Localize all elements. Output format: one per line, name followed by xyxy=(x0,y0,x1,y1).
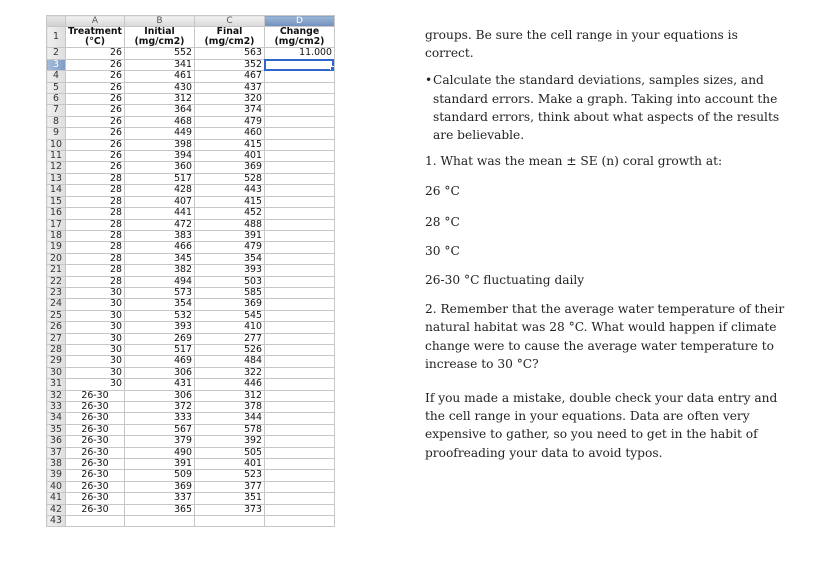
header-initial-line2: (mg/cm2) xyxy=(134,36,185,48)
treatment-cell[interactable]: 30 xyxy=(66,379,125,390)
initial-cell[interactable]: 517 xyxy=(124,173,194,184)
table-row xyxy=(47,139,335,150)
initial-cell[interactable]: 369 xyxy=(124,481,194,492)
row-number[interactable]: 4 xyxy=(47,71,66,82)
change-cell[interactable] xyxy=(264,139,334,150)
bullet-text: Calculate the standard deviations, samples sizes, and standard errors. Make a graph. Taking into account the standard errors, think about what aspects of the results are believable. xyxy=(433,73,780,143)
final-cell[interactable]: 377 xyxy=(194,481,264,492)
question-2: 2. Remember that the average water temperature of their natural habitat was 28 °C. What would happen if climate change were to cause the average water temperature to increase to 30 °C? xyxy=(425,302,785,371)
table-row xyxy=(47,71,335,82)
treatment-cell[interactable]: 26 xyxy=(66,128,125,139)
row-number[interactable]: 1 xyxy=(47,27,66,48)
change-cell[interactable] xyxy=(264,333,334,344)
treatment-cell[interactable]: 26 xyxy=(66,116,125,127)
initial-cell[interactable]: 345 xyxy=(124,253,194,264)
initial-cell[interactable]: 354 xyxy=(124,299,194,310)
initial-cell[interactable]: 341 xyxy=(124,59,194,70)
row-number[interactable]: 15 xyxy=(47,196,66,207)
change-cell[interactable] xyxy=(264,116,334,127)
table-row xyxy=(47,516,335,527)
final-cell[interactable]: 437 xyxy=(194,82,264,93)
final-cell[interactable]: 578 xyxy=(194,424,264,435)
change-cell[interactable] xyxy=(264,493,334,504)
change-cell[interactable] xyxy=(264,287,334,298)
final-cell[interactable]: 378 xyxy=(194,402,264,413)
row-number[interactable]: 35 xyxy=(47,424,66,435)
treatment-cell[interactable]: 26-30 xyxy=(66,390,125,401)
table-row xyxy=(47,219,335,230)
header-treatment-line2: (°C) xyxy=(85,36,105,48)
row-number[interactable]: 24 xyxy=(47,299,66,310)
treatment-cell[interactable]: 26-30 xyxy=(66,470,125,481)
final-cell[interactable]: 393 xyxy=(194,265,264,276)
row-number[interactable]: 5 xyxy=(47,82,66,93)
column-header-a[interactable]: A xyxy=(66,16,125,27)
change-cell[interactable] xyxy=(264,185,334,196)
initial-cell[interactable]: 398 xyxy=(124,139,194,150)
initial-cell[interactable]: 379 xyxy=(124,436,194,447)
treatment-cell[interactable]: 26-30 xyxy=(66,504,125,515)
final-cell[interactable]: 488 xyxy=(194,219,264,230)
empty-cell[interactable] xyxy=(264,516,334,527)
initial-cell[interactable]: 337 xyxy=(124,493,194,504)
final-cell[interactable]: 369 xyxy=(194,162,264,173)
treatment-cell[interactable]: 26 xyxy=(66,48,125,59)
table-row xyxy=(47,390,335,401)
initial-cell[interactable]: 394 xyxy=(124,151,194,162)
table-row xyxy=(47,287,335,298)
table-row xyxy=(47,322,335,333)
final-cell[interactable]: 415 xyxy=(194,196,264,207)
row-number[interactable]: 19 xyxy=(47,242,66,253)
change-cell[interactable] xyxy=(264,367,334,378)
row-number[interactable]: 8 xyxy=(47,116,66,127)
final-cell[interactable]: 563 xyxy=(194,48,264,59)
treatment-cell[interactable]: 30 xyxy=(66,333,125,344)
row-number[interactable]: 30 xyxy=(47,367,66,378)
initial-cell[interactable]: 360 xyxy=(124,162,194,173)
initial-cell[interactable]: 441 xyxy=(124,208,194,219)
header-change-line2: (mg/cm2) xyxy=(274,36,325,48)
treatment-cell[interactable]: 26 xyxy=(66,162,125,173)
row-number[interactable]: 22 xyxy=(47,276,66,287)
row-number[interactable]: 12 xyxy=(47,162,66,173)
column-header-d[interactable]: D xyxy=(264,16,334,27)
change-cell[interactable]: 11.000 xyxy=(264,48,334,59)
empty-cell[interactable] xyxy=(66,516,125,527)
initial-cell[interactable]: 461 xyxy=(124,71,194,82)
table-row xyxy=(47,128,335,139)
final-cell[interactable]: 528 xyxy=(194,173,264,184)
table-row xyxy=(47,173,335,184)
header-change-line1: Change xyxy=(279,26,320,37)
treatment-cell[interactable]: 26-30 xyxy=(66,459,125,470)
table-row xyxy=(47,94,335,105)
final-cell[interactable]: 351 xyxy=(194,493,264,504)
header-final-line1: Final xyxy=(216,26,243,37)
answer-label-28: 28 °C xyxy=(425,214,460,229)
table-row xyxy=(47,116,335,127)
row-number[interactable]: 41 xyxy=(47,493,66,504)
initial-cell[interactable]: 532 xyxy=(124,310,194,321)
change-cell[interactable] xyxy=(264,310,334,321)
spreadsheet-body xyxy=(47,27,335,527)
change-cell[interactable] xyxy=(264,356,334,367)
initial-cell[interactable]: 509 xyxy=(124,470,194,481)
change-cell[interactable] xyxy=(264,390,334,401)
header-row xyxy=(47,27,335,48)
table-row xyxy=(47,459,335,470)
table-row xyxy=(47,105,335,116)
treatment-cell[interactable]: 26 xyxy=(66,71,125,82)
final-cell[interactable]: 523 xyxy=(194,470,264,481)
treatment-cell[interactable]: 28 xyxy=(66,196,125,207)
change-cell[interactable] xyxy=(264,436,334,447)
row-number[interactable]: 2 xyxy=(47,48,66,59)
table-row xyxy=(47,504,335,515)
change-cell[interactable] xyxy=(264,230,334,241)
column-header-row xyxy=(47,16,335,27)
initial-cell[interactable]: 449 xyxy=(124,128,194,139)
change-cell[interactable] xyxy=(264,128,334,139)
table-row xyxy=(47,493,335,504)
treatment-cell[interactable]: 30 xyxy=(66,287,125,298)
initial-cell[interactable]: 430 xyxy=(124,82,194,93)
final-cell[interactable]: 443 xyxy=(194,185,264,196)
spreadsheet[interactable] xyxy=(46,15,335,527)
change-cell[interactable] xyxy=(264,344,334,355)
change-cell[interactable] xyxy=(264,105,334,116)
table-row xyxy=(47,82,335,93)
row-number[interactable]: 43 xyxy=(47,516,66,527)
treatment-cell[interactable]: 26-30 xyxy=(66,481,125,492)
change-cell[interactable] xyxy=(264,459,334,470)
treatment-cell[interactable]: 30 xyxy=(66,344,125,355)
row-number[interactable]: 39 xyxy=(47,470,66,481)
treatment-cell[interactable]: 26-30 xyxy=(66,493,125,504)
header-change[interactable] xyxy=(264,27,334,48)
empty-cell[interactable] xyxy=(124,516,194,527)
row-number[interactable]: 31 xyxy=(47,379,66,390)
change-cell[interactable] xyxy=(264,208,334,219)
row-number[interactable]: 42 xyxy=(47,504,66,515)
final-cell[interactable]: 373 xyxy=(194,504,264,515)
row-number[interactable]: 36 xyxy=(47,436,66,447)
final-cell[interactable]: 479 xyxy=(194,242,264,253)
row-number[interactable]: 28 xyxy=(47,344,66,355)
table-row xyxy=(47,436,335,447)
row-number[interactable]: 29 xyxy=(47,356,66,367)
table-row xyxy=(47,162,335,173)
treatment-cell[interactable]: 26 xyxy=(66,139,125,150)
row-number[interactable]: 9 xyxy=(47,128,66,139)
row-number[interactable]: 14 xyxy=(47,185,66,196)
row-number[interactable]: 21 xyxy=(47,265,66,276)
treatment-cell[interactable]: 30 xyxy=(66,322,125,333)
treatment-cell[interactable]: 28 xyxy=(66,242,125,253)
final-cell[interactable]: 401 xyxy=(194,151,264,162)
initial-cell[interactable]: 469 xyxy=(124,356,194,367)
final-cell[interactable]: 374 xyxy=(194,105,264,116)
treatment-cell[interactable]: 26-30 xyxy=(66,447,125,458)
initial-cell[interactable]: 407 xyxy=(124,196,194,207)
row-number[interactable]: 16 xyxy=(47,208,66,219)
treatment-cell[interactable]: 28 xyxy=(66,230,125,241)
table-row xyxy=(47,230,335,241)
final-cell[interactable]: 505 xyxy=(194,447,264,458)
bullet-marker: • xyxy=(425,73,433,88)
change-cell[interactable] xyxy=(264,265,334,276)
final-cell[interactable]: 415 xyxy=(194,139,264,150)
table-row xyxy=(47,310,335,321)
change-cell[interactable] xyxy=(264,504,334,515)
column-header-b[interactable]: B xyxy=(124,16,194,27)
table-row xyxy=(47,470,335,481)
row-number[interactable]: 11 xyxy=(47,151,66,162)
change-cell[interactable] xyxy=(264,151,334,162)
header-final-line2: (mg/cm2) xyxy=(204,36,255,48)
question-1: 1. What was the mean ± SE (n) coral growth at: xyxy=(425,154,723,169)
table-row xyxy=(47,333,335,344)
row-number[interactable]: 25 xyxy=(47,310,66,321)
row-number[interactable]: 40 xyxy=(47,481,66,492)
treatment-cell[interactable]: 26 xyxy=(66,59,125,70)
select-all-corner[interactable] xyxy=(47,16,66,27)
treatment-cell[interactable]: 26-30 xyxy=(66,424,125,435)
final-cell[interactable]: 320 xyxy=(194,94,264,105)
change-cell[interactable] xyxy=(264,470,334,481)
initial-cell[interactable]: 306 xyxy=(124,390,194,401)
header-initial[interactable] xyxy=(124,27,194,48)
bullet-item xyxy=(425,71,790,144)
row-number[interactable]: 32 xyxy=(47,390,66,401)
change-cell[interactable] xyxy=(264,481,334,492)
initial-cell[interactable]: 391 xyxy=(124,459,194,470)
final-cell[interactable]: 467 xyxy=(194,71,264,82)
treatment-cell[interactable]: 26-30 xyxy=(66,436,125,447)
table-row xyxy=(47,344,335,355)
row-number[interactable]: 10 xyxy=(47,139,66,150)
change-cell[interactable] xyxy=(264,322,334,333)
initial-cell[interactable]: 466 xyxy=(124,242,194,253)
final-cell[interactable]: 401 xyxy=(194,459,264,470)
empty-cell[interactable] xyxy=(194,516,264,527)
initial-cell[interactable]: 372 xyxy=(124,402,194,413)
change-cell[interactable] xyxy=(264,253,334,264)
row-number[interactable]: 38 xyxy=(47,459,66,470)
table-row xyxy=(47,59,335,70)
row-number[interactable]: 33 xyxy=(47,402,66,413)
treatment-cell[interactable]: 26-30 xyxy=(66,402,125,413)
table-row xyxy=(47,424,335,435)
table-row xyxy=(47,367,335,378)
row-number[interactable]: 6 xyxy=(47,94,66,105)
table-row xyxy=(47,208,335,219)
initial-cell[interactable]: 472 xyxy=(124,219,194,230)
treatment-cell[interactable]: 26 xyxy=(66,82,125,93)
final-cell[interactable]: 452 xyxy=(194,208,264,219)
proofreading-note: If you made a mistake, double check your data entry and the cell range in your equations. Data are often very expensive to gather, so you need to get in the habit of proofreading your data to avoid typos. xyxy=(425,391,778,460)
change-cell[interactable] xyxy=(264,276,334,287)
treatment-cell[interactable]: 28 xyxy=(66,173,125,184)
initial-cell[interactable]: 365 xyxy=(124,504,194,515)
header-final[interactable] xyxy=(194,27,264,48)
table-row xyxy=(47,276,335,287)
initial-cell[interactable]: 333 xyxy=(124,413,194,424)
header-treatment[interactable] xyxy=(66,27,125,48)
row-number[interactable]: 7 xyxy=(47,105,66,116)
table-row xyxy=(47,242,335,253)
final-cell[interactable]: 369 xyxy=(194,299,264,310)
treatment-cell[interactable]: 30 xyxy=(66,299,125,310)
row-number[interactable]: 18 xyxy=(47,230,66,241)
column-header-c[interactable]: C xyxy=(194,16,264,27)
treatment-cell[interactable]: 28 xyxy=(66,276,125,287)
treatment-cell[interactable]: 28 xyxy=(66,185,125,196)
final-cell[interactable]: 479 xyxy=(194,116,264,127)
table-row xyxy=(47,481,335,492)
final-cell[interactable]: 503 xyxy=(194,276,264,287)
change-cell[interactable] xyxy=(264,413,334,424)
change-cell[interactable] xyxy=(264,447,334,458)
initial-cell[interactable]: 383 xyxy=(124,230,194,241)
treatment-cell[interactable]: 28 xyxy=(66,265,125,276)
initial-cell[interactable]: 517 xyxy=(124,344,194,355)
change-cell[interactable] xyxy=(264,94,334,105)
row-number[interactable]: 17 xyxy=(47,219,66,230)
table-row xyxy=(47,151,335,162)
initial-cell[interactable]: 431 xyxy=(124,379,194,390)
final-cell[interactable]: 460 xyxy=(194,128,264,139)
final-cell[interactable]: 312 xyxy=(194,390,264,401)
row-number[interactable]: 3 xyxy=(47,59,66,70)
initial-cell[interactable]: 468 xyxy=(124,116,194,127)
table-row xyxy=(47,253,335,264)
initial-cell[interactable]: 552 xyxy=(124,48,194,59)
treatment-cell[interactable]: 28 xyxy=(66,208,125,219)
change-cell[interactable] xyxy=(264,242,334,253)
table-row xyxy=(47,447,335,458)
table-row xyxy=(47,299,335,310)
final-cell[interactable]: 585 xyxy=(194,287,264,298)
row-number[interactable]: 27 xyxy=(47,333,66,344)
change-cell[interactable] xyxy=(264,196,334,207)
final-cell[interactable]: 392 xyxy=(194,436,264,447)
table-row xyxy=(47,413,335,424)
intro-text: groups. Be sure the cell range in your equations is correct. xyxy=(425,28,738,61)
initial-cell[interactable]: 428 xyxy=(124,185,194,196)
treatment-cell[interactable]: 30 xyxy=(66,356,125,367)
final-cell[interactable]: 484 xyxy=(194,356,264,367)
final-cell[interactable]: 391 xyxy=(194,230,264,241)
table-row xyxy=(47,48,335,59)
initial-cell[interactable]: 306 xyxy=(124,367,194,378)
final-cell[interactable]: 344 xyxy=(194,413,264,424)
final-cell[interactable]: 277 xyxy=(194,333,264,344)
table-row xyxy=(47,356,335,367)
table-row xyxy=(47,185,335,196)
treatment-cell[interactable]: 28 xyxy=(66,219,125,230)
answer-label-26: 26 °C xyxy=(425,184,460,199)
treatment-cell[interactable]: 28 xyxy=(66,253,125,264)
change-cell[interactable] xyxy=(264,173,334,184)
answer-label-30: 30 °C xyxy=(425,243,460,258)
row-number[interactable]: 37 xyxy=(47,447,66,458)
table-row xyxy=(47,265,335,276)
initial-cell[interactable]: 573 xyxy=(124,287,194,298)
change-cell[interactable] xyxy=(264,424,334,435)
row-number[interactable]: 26 xyxy=(47,322,66,333)
change-cell[interactable] xyxy=(264,299,334,310)
table-row xyxy=(47,379,335,390)
change-cell[interactable] xyxy=(264,162,334,173)
initial-cell[interactable]: 382 xyxy=(124,265,194,276)
treatment-cell[interactable]: 26-30 xyxy=(66,413,125,424)
initial-cell[interactable]: 312 xyxy=(124,94,194,105)
change-cell[interactable] xyxy=(264,219,334,230)
change-cell[interactable] xyxy=(264,379,334,390)
initial-cell[interactable]: 269 xyxy=(124,333,194,344)
final-cell[interactable]: 322 xyxy=(194,367,264,378)
table-row xyxy=(47,196,335,207)
change-cell[interactable] xyxy=(264,59,334,70)
treatment-cell[interactable]: 30 xyxy=(66,310,125,321)
row-number[interactable]: 23 xyxy=(47,287,66,298)
initial-cell[interactable]: 490 xyxy=(124,447,194,458)
header-treatment-line1: Treatment xyxy=(68,26,122,37)
final-cell[interactable]: 410 xyxy=(194,322,264,333)
treatment-cell[interactable]: 26 xyxy=(66,105,125,116)
change-cell[interactable] xyxy=(264,82,334,93)
header-initial-line1: Initial xyxy=(144,26,175,37)
treatment-cell[interactable]: 30 xyxy=(66,367,125,378)
instructions-panel xyxy=(425,26,790,462)
treatment-cell[interactable]: 26 xyxy=(66,151,125,162)
initial-cell[interactable]: 364 xyxy=(124,105,194,116)
final-cell[interactable]: 526 xyxy=(194,344,264,355)
table-row xyxy=(47,402,335,413)
change-cell[interactable] xyxy=(264,402,334,413)
row-number[interactable]: 20 xyxy=(47,253,66,264)
initial-cell[interactable]: 393 xyxy=(124,322,194,333)
answer-label-fluctuating: 26-30 °C fluctuating daily xyxy=(425,273,585,288)
final-cell[interactable]: 352 xyxy=(194,59,264,70)
final-cell[interactable]: 446 xyxy=(194,379,264,390)
row-number[interactable]: 13 xyxy=(47,173,66,184)
change-cell[interactable] xyxy=(264,71,334,82)
final-cell[interactable]: 545 xyxy=(194,310,264,321)
row-number[interactable]: 34 xyxy=(47,413,66,424)
initial-cell[interactable]: 567 xyxy=(124,424,194,435)
initial-cell[interactable]: 494 xyxy=(124,276,194,287)
treatment-cell[interactable]: 26 xyxy=(66,94,125,105)
final-cell[interactable]: 354 xyxy=(194,253,264,264)
